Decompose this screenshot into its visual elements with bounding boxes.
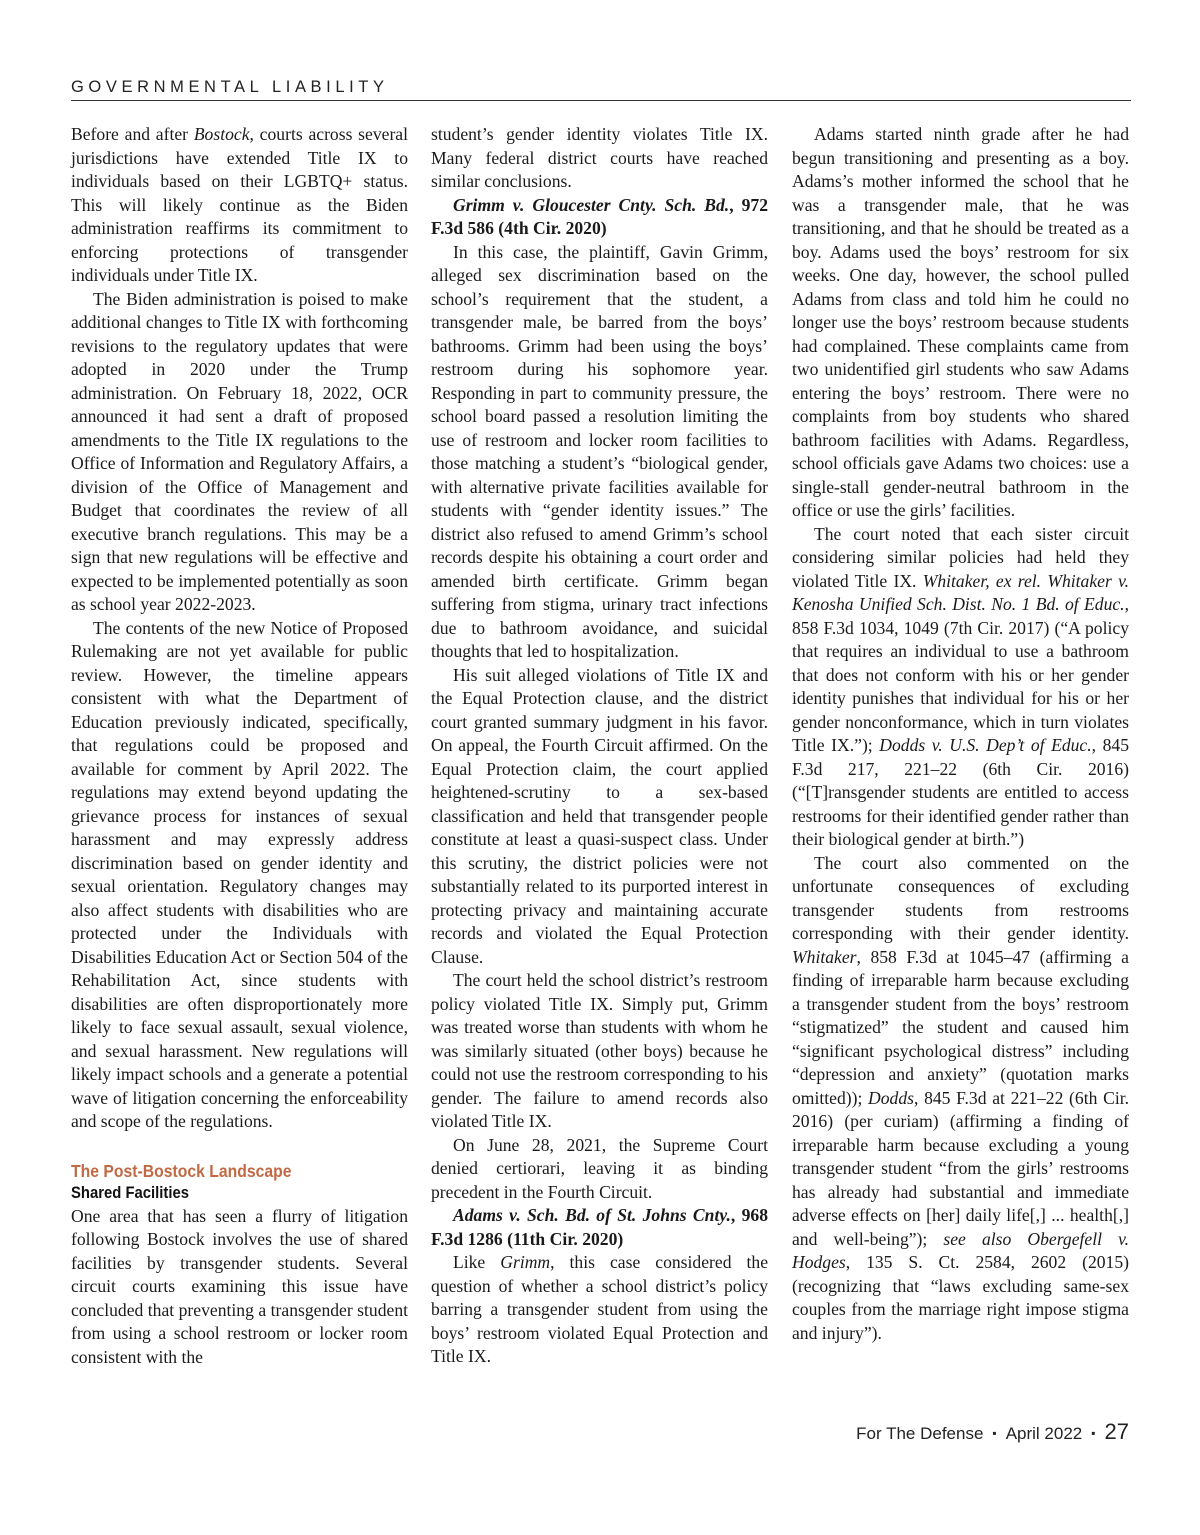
bullet-separator: ▪ (1091, 1426, 1096, 1440)
paragraph: Like Grimm, this case considered the question of whether a school district’s policy barring a transgender student from using the boys’ restroom violated Equal Protection and Title IX. (431, 1252, 769, 1366)
paragraph: The court also commented on the unfortunate consequences of excluding transgender students from restrooms corresponding with their gender identity. Whitaker, 858 F.3d at 1045–47 (affirming a finding of irreparable harm because excluding a transgender student from the boys’ restroom “stigmatized” the student and caused him “significant psychological distress” including “depression and anxiety” (quotation marks omitted)); Dodds, 845 F.3d at 221–22 (6th Cir. 2016) (per curiam) (affirming a finding of irreparable harm because excluding a young transgender student “from the girls’ restrooms has already had substantial and immediate adverse effects on [her] daily life[,] ... health[,] and well-being”); see also Obergefell v. Hodges, 135 S. Ct. 2584, 2602 (2015) (recognizing that “laws excluding same-sex couples from the marriage right impose stigma and injury”). (792, 852, 1129, 1343)
column-2 (431, 123, 768, 1369)
running-head: GOVERNMENTAL LIABILITY (71, 78, 389, 96)
paragraph: In this case, the plaintiff, Gavin Grimm, alleged sex discrimination based on the school’s requirement that the student, a transgender male, be barred from the boys’ bathrooms. Grimm had been using the boys’ restroom during his sophomore year. Responding in part to community pressure, the school board passed a resolution limiting the use of restroom and locker room facilities to those matching a student’s “biological gender, with alternative private facilities available for students with “gender identity issues.” The district also refused to amend Grimm’s school records despite his obtaining a court order and amended birth certificate. Grimm began suffering from stigma, urinary tract infections due to bathroom avoidance, and suicidal thoughts that led to hospitalization. (431, 241, 768, 661)
paragraph: The court noted that each sister circuit considering similar policies had held they violated Title IX. Whitaker, ex rel. Whitaker v. Kenosha Unified Sch. Dist. No. 1 Bd. of Educ., 858 F.3d 1034, 1049 (7th Cir. 2017) (“A policy that requires an individual to use a bathroom that does not conform with his or her gender identity punishes that individual for his or her gender nonconformance, which in turn violates Title IX.”); Dodds v. U.S. Dep’t of Educ., 845 F.3d 217, 221–22 (6th Cir. 2016) (“[T]ransgender students are entitled to access restrooms for their identified gender rather than their biological gender at birth.”) (792, 523, 1130, 849)
column-3 (792, 123, 1129, 1345)
case-citation-heading: Adams v. Sch. Bd. of St. Johns Cnty., 968 F.3d 1286 (11th Cir. 2020) (431, 1205, 768, 1249)
paragraph: student’s gender identity violates Title IX. Many federal district courts have reached similar conclusions. (431, 124, 768, 191)
header-rule (71, 100, 1131, 101)
section-title: The Post-Bostock Landscape (71, 1160, 292, 1181)
column-1 (71, 123, 408, 1369)
paragraph: One area that has seen a flurry of litigation following Bostock involves the use of shared facilities by transgender students. Several circuit courts examining this issue have concluded that preventing a transgender student from using a school restroom or locker room consistent with the (71, 1205, 408, 1367)
publication-name: For The Defense (856, 1424, 984, 1443)
page-footer (856, 1419, 1129, 1445)
paragraph: On June 28, 2021, the Supreme Court denied certiorari, leaving it as binding precedent in the Fourth Circuit. (431, 1134, 768, 1202)
paragraph: His suit alleged violations of Title IX and the Equal Protection clause, and the district court granted summary judgment in his favor. On appeal, the Fourth Circuit affirmed. On the Equal Protection claim, the court applied heightened-scrutiny to a sex-based classification and held that transgender people constitute at least a quasi-suspect class. Under this scrutiny, the district policies were not substantially related to its purported interest in protecting privacy and maintaining accurate records and violated the Equal Protection Clause. (431, 664, 768, 967)
subsection-title: Shared Facilities (71, 1183, 190, 1202)
case-citation-heading: Grimm v. Gloucester Cnty. Sch. Bd., 972 F.3d 586 (4th Cir. 2020) (431, 194, 769, 238)
bullet-separator: ▪ (992, 1426, 997, 1440)
paragraph: Adams started ninth grade after he had begun transitioning and presenting as a boy. Adams’s mother informed the school that he was a transgender male, that he was transitioning, and that he should be treated as a boy. Adams used the boys’ restroom for six weeks. One day, however, the school pulled Adams from class and told him he could no longer use the boys’ restroom because students had complained. These complaints came from two unidentified girl students who saw Adams entering the boys’ restroom. There were no complaints from boy students who shared bathroom facilities with Adams. Regardless, school officials gave Adams two choices: use a single-stall gender-neutral bathroom in the office or use the girls’ facilities. (792, 124, 1129, 520)
paragraph: The contents of the new Notice of Proposed Rulemaking are not yet available for public review. However, the timeline appears consistent with what the Department of Education previously indicated, specifically, that regulations could be proposed and available for comment by April 2022. The regulations may extend beyond updating the grievance process for instances of sexual harassment and may expressly address discrimination based on gender identity and sexual orientation. Regulatory changes may also affect students with disabilities who are protected under the Individuals with Disabilities Education Act or Section 504 of the Rehabilitation Act, since students with disabilities are often disproportionately more likely to face sexual assault, sexual violence, and sexual harassment. New regulations will likely impact schools and a generate a potential wave of litigation concerning the enforceability and scope of the regulations. (71, 617, 408, 1131)
paragraph: Before and after Bostock, courts across several jurisdictions have extended Title IX to individuals based on their LGBTQ+ status. This will likely continue as the Biden administration reaffirms its commitment to enforcing protections of transgender individuals under Title IX. (71, 124, 408, 285)
page-number: 27 (1104, 1419, 1129, 1444)
paragraph: The Biden administration is poised to make additional changes to Title IX with forthcoming revisions to the regulatory updates that were adopted in 2020 under the Trump administration. On February 18, 2022, OCR announced it had sent a draft of proposed amendments to the Title IX regulations to the Office of Information and Regulatory Affairs, a division of the Office of Management and Budget that coordinates the review of all executive branch regulations. This may be a sign that new regulations will be effective and expected to be implemented potentially as soon as school year 2022-2023. (71, 288, 408, 614)
paragraph: The court held the school district’s restroom policy violated Title IX. Simply put, Grimm was treated worse than students with whom he was similarly situated (other boys) because he could not use the restroom corresponding to his gender. The failure to amend records also violated Title IX. (431, 970, 768, 1131)
issue-date: April 2022 (1005, 1424, 1083, 1443)
